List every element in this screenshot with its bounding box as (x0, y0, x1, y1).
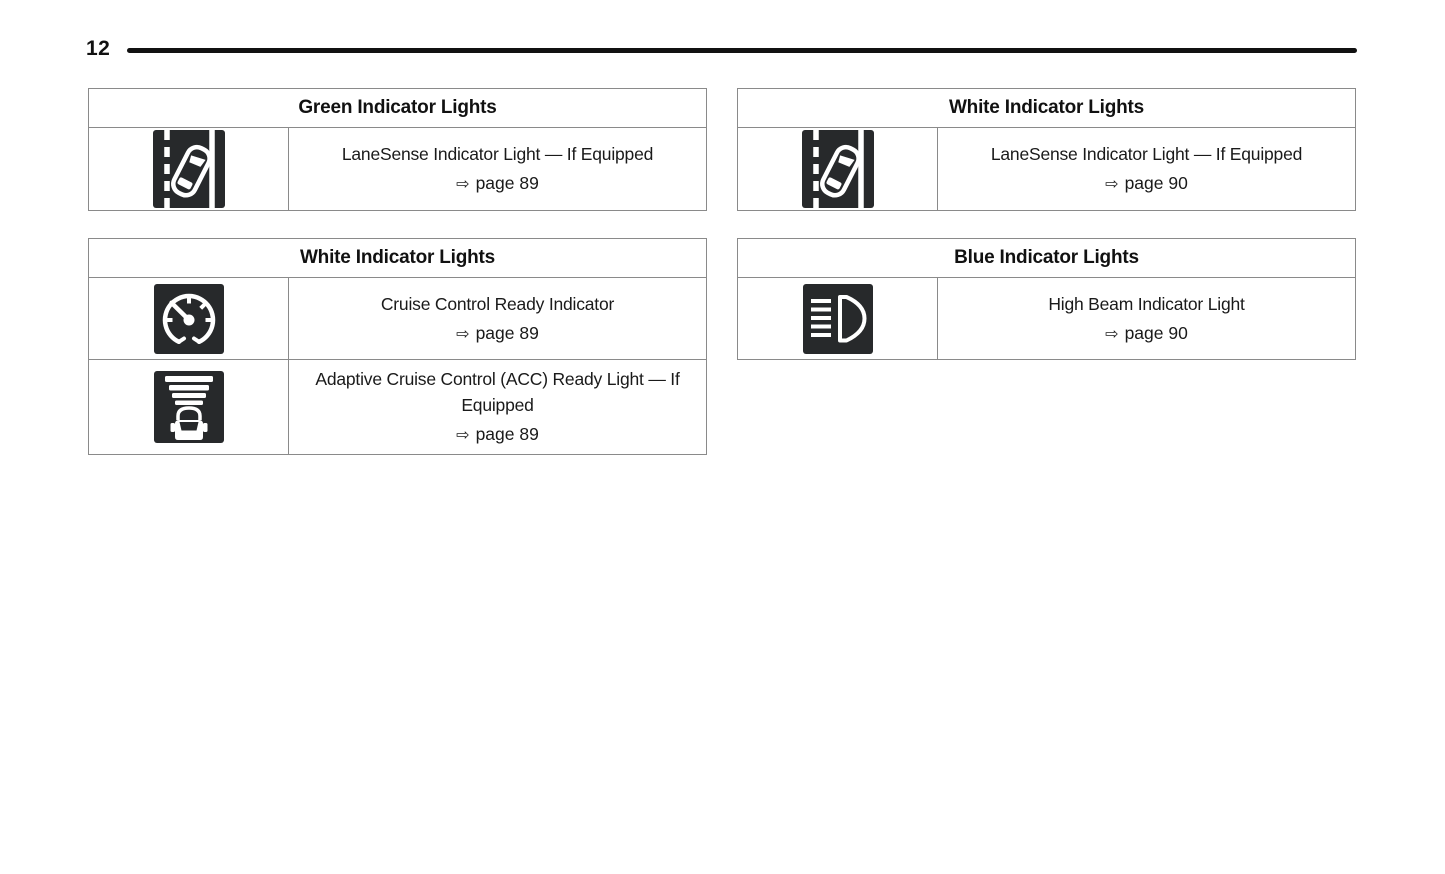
description-cell (938, 128, 1355, 210)
table-title: Green Indicator Lights (298, 97, 497, 118)
page-number: 12 (86, 37, 111, 60)
page-ref-arrow-icon: ⇨ (456, 425, 470, 444)
lanesense-icon (802, 130, 874, 208)
cruise-control-speedometer-icon (154, 284, 224, 354)
page-ref-arrow-icon: ⇨ (1105, 323, 1119, 343)
high-beam-icon (803, 284, 873, 354)
description-cell (289, 128, 706, 210)
indicator-table-blue-indicator-lights (737, 238, 1356, 360)
page-ref-text: page 89 (475, 173, 539, 193)
table-title: White Indicator Lights (299, 247, 496, 268)
icon-cell (89, 128, 289, 210)
page-ref-arrow-icon: ⇨ (1105, 174, 1119, 193)
table-slot-top-left (88, 88, 707, 211)
page-reference-link[interactable] (456, 421, 539, 448)
page-ref-text: page 89 (475, 424, 539, 444)
page-reference-link[interactable] (456, 320, 539, 347)
page-reference-link[interactable] (1105, 170, 1188, 197)
indicator-label: LaneSense Indicator Light — If Equipped (990, 144, 1303, 164)
adaptive-cruise-control-icon (154, 371, 224, 443)
indicator-label: Cruise Control Ready Indicator (380, 293, 615, 314)
indicator-label: Adaptive Cruise Control (ACC) Ready Light — If Equipped (315, 369, 680, 415)
icon-cell (738, 278, 938, 359)
table-row (89, 277, 706, 359)
description-cell (289, 360, 706, 454)
table-title: Blue Indicator Lights (954, 247, 1139, 268)
table-title: White Indicator Lights (948, 97, 1145, 118)
indicator-table-white-indicator-lights-top (737, 88, 1356, 211)
table-slot-bottom-right (737, 238, 1356, 360)
lanesense-icon (153, 130, 225, 208)
table-slot-top-right (737, 88, 1356, 211)
table-row (738, 127, 1355, 210)
page-reference-link[interactable] (456, 170, 539, 197)
description-cell (938, 278, 1355, 359)
table-slot-bottom-left (88, 238, 707, 455)
page-reference-link[interactable] (1105, 320, 1188, 347)
page-ref-arrow-icon: ⇨ (456, 323, 470, 343)
icon-cell (738, 128, 938, 210)
page-ref-arrow-icon: ⇨ (456, 174, 470, 193)
table-row (89, 359, 706, 454)
indicator-table-white-indicator-lights (88, 238, 707, 455)
indicator-label: LaneSense Indicator Light — If Equipped (341, 144, 654, 164)
page-ref-text: page 90 (1124, 173, 1188, 193)
icon-cell (89, 278, 289, 359)
table-row (738, 277, 1355, 359)
indicator-label: High Beam Indicator Light (1048, 293, 1245, 314)
header-rule (127, 48, 1357, 53)
table-row (89, 127, 706, 210)
indicator-table-green-indicator-lights (88, 88, 707, 211)
page-ref-text: page 89 (475, 322, 539, 343)
description-cell (289, 278, 706, 359)
icon-cell (89, 360, 289, 454)
page-ref-text: page 90 (1124, 322, 1188, 343)
